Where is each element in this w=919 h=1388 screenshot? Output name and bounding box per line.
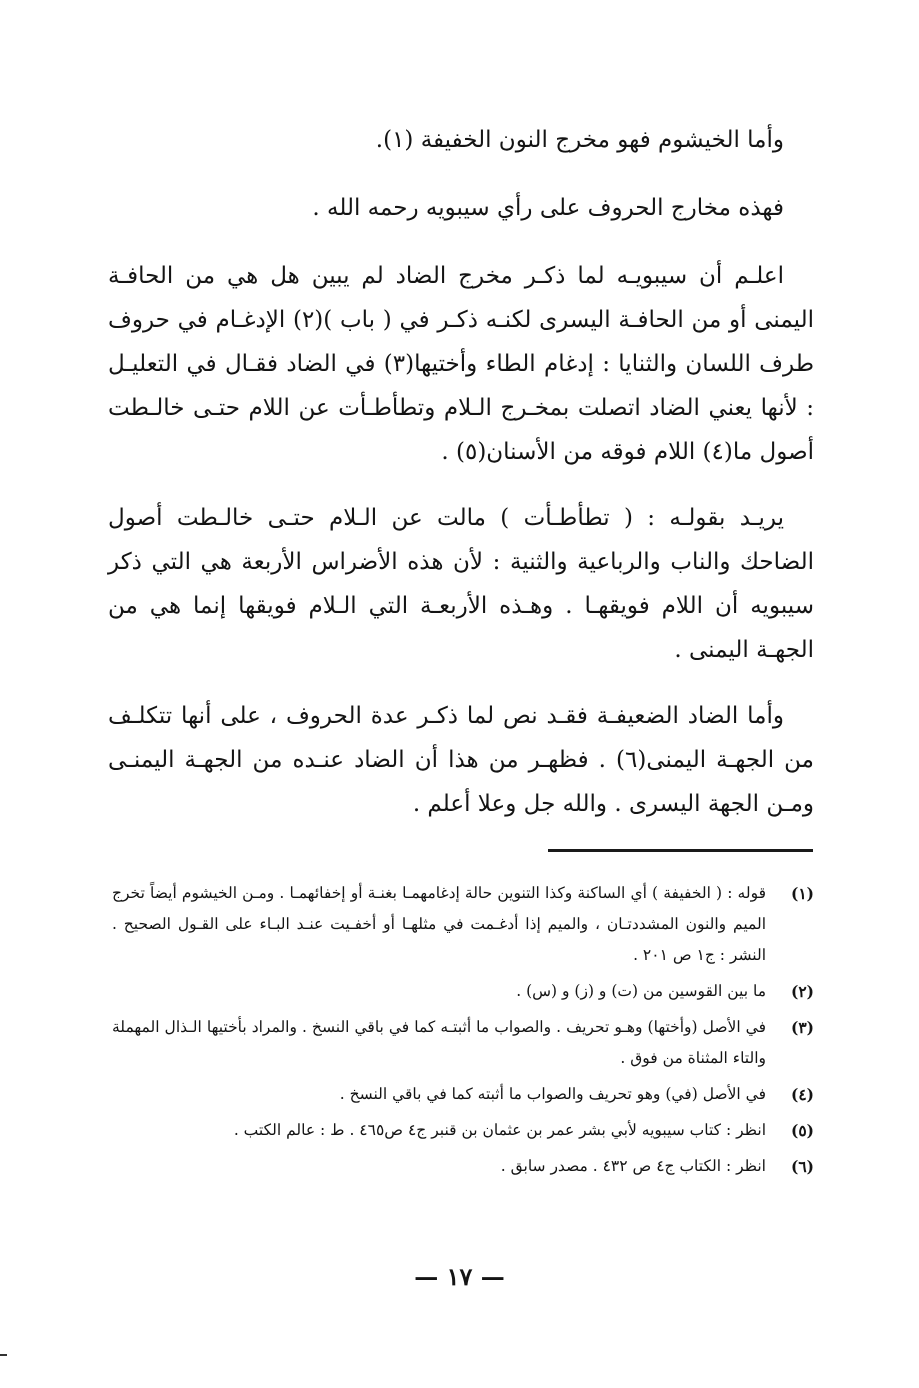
footnote-number: (٣) <box>790 1018 814 1037</box>
paragraph-text: وأما الضاد الضعيفـة فقـد نص لما ذكـر عدة الحروف ، على أنها تتكلـف من الجهـة اليمنى(٦) . فظهـر من هذا أن الضاد عنـده من الجهـة اليمنـى ومـن الجهة اليسرى . والله جل وعلا أعلم . <box>108 703 814 817</box>
footnote-6 <box>112 1151 814 1182</box>
footnote-2 <box>112 976 814 1007</box>
paragraph-weak-dad <box>108 694 814 826</box>
footnote-number: (٦) <box>790 1157 814 1176</box>
footnote-1 <box>112 878 814 971</box>
footnote-text: في الأصل (في) وهو تحريف والصواب ما أثبته كما في باقي النسخ . <box>339 1085 766 1103</box>
scan-edge-mark <box>0 1354 7 1356</box>
paragraph-tata-at <box>108 496 814 672</box>
footnote-text: في الأصل (وأختها) وهـو تحريف . والصواب ما أثبتـه كما في باقي النسخ . والمراد بأختيها الـذال المهملة والتاء المثناة من فوق . <box>112 1018 766 1067</box>
page-number: — ١٧ — <box>414 1262 505 1291</box>
main-text <box>108 118 814 848</box>
footnote-3 <box>112 1012 814 1074</box>
footnote-4 <box>112 1079 814 1110</box>
paragraph-text: فهذه مخارج الحروف على رأي سيبويه رحمه الله . <box>312 195 784 221</box>
paragraph-summary <box>108 186 814 230</box>
footnote-text: ما بين القوسين من (ت) و (ز) و (س) . <box>516 982 766 1000</box>
footnote-number: (٢) <box>790 982 814 1001</box>
footnote-number: (٤) <box>790 1085 814 1104</box>
footnote-number: (١) <box>790 884 814 903</box>
footnote-text: قوله : ( الخفيفة ) أي الساكنة وكذا التنوين حالة إدغامهمـا بغنـة أو إخفائهمـا . ومـن الخيشوم أيضاً تخرج الميم والنون المشددتـان ، والميم إذا أدغـمت في مثلهـا أو أخفـيت عنـد البـاء على القـول الصحيح . النشر : ج١ ص ٢٠١ . <box>112 884 766 964</box>
paragraph-text: يريـد بقولـه : ( تطأطـأت ) مالت عن الـلام حتـى خالـطت أصول الضاحك والناب والرباعية والثنية : لأن هذه الأضراس الأربعة هي التي ذكر سيبويه أن اللام فويقهـا . وهـذه الأربعـة التي الـلام فويقها إنما هي من الجهـة اليمنى . <box>108 505 814 663</box>
footnote-number: (٥) <box>790 1121 814 1140</box>
paragraph-text: اعلـم أن سيبويـه لما ذكـر مخرج الضاد لم يبين هل هي من الحافـة اليمنى أو من الحافـة اليسرى لكنـه ذكـر في ( باب )(٢) الإدغـام في حروف طرف اللسان والثنايا : إدغام الطاء وأختيها(٣) في الضاد فقـال في التعليـل : لأنها يعني الضاد اتصلت بمخـرج الـلام وتطأطـأت عن اللام حتـى خالـطت أصول ما(٤) اللام فوقه من الأسنان(٥) . <box>108 263 815 465</box>
footnotes <box>112 878 814 1187</box>
paragraph-text: وأما الخيشوم فهو مخرج النون الخفيفة (١). <box>375 127 784 153</box>
footnote-divider <box>548 849 813 852</box>
footnote-5 <box>112 1115 814 1146</box>
footnote-text: انظر : كتاب سيبويه لأبي بشر عمر بن عثمان بن قنبر ج٤ ص٤٦٥ . ط : عالم الكتب . <box>233 1121 766 1139</box>
footnote-text: انظر : الكتاب ج٤ ص ٤٣٢ . مصدر سابق . <box>500 1157 766 1175</box>
paragraph-khayshum <box>108 118 814 162</box>
paragraph-dad-makhraj <box>108 254 814 474</box>
